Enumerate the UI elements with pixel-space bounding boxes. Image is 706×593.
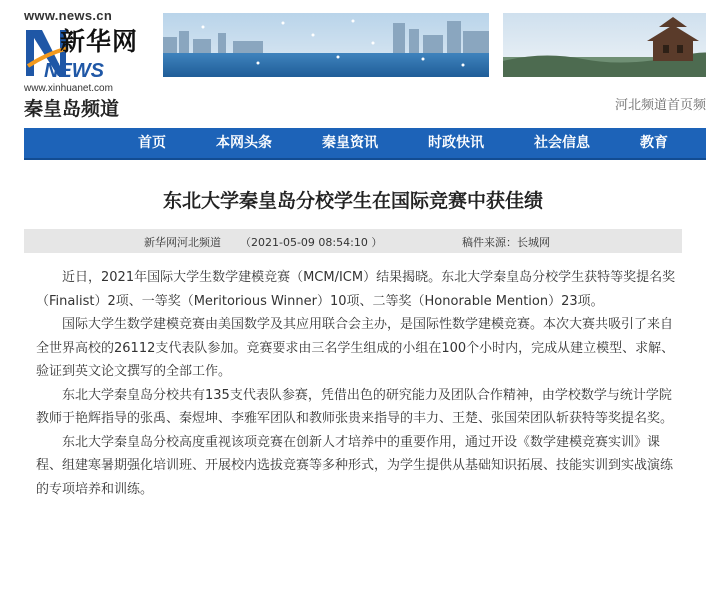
hebei-channel-link[interactable]: 河北频道首页频 — [614, 98, 706, 113]
channel-name: 秦皇岛频道 — [24, 98, 120, 120]
article-paragraph: 国际大学生数学建模竞赛由美国数学及其应用联合会主办，是国际性数学建模竞赛。本次大赛共吸引了来自全世界高校的26112支代表队参加。竞赛要求由三名学生组成的小组在100个小时内，完成从建立模型、求解、验证到英文论文撰写的全部工作。 — [36, 317, 675, 379]
nav-item-society[interactable]: 社会信息 — [534, 135, 590, 151]
nav-item-home[interactable]: 首页 — [138, 135, 166, 151]
article-date: （2021-05-09 08:54:10 ） — [240, 236, 383, 249]
article-title: 东北大学秦皇岛分校学生在国际竞赛中获佳绩 — [162, 190, 543, 212]
logo-url[interactable]: www.news.cn — [24, 8, 113, 23]
logo-xinhua[interactable]: 新华网 — [60, 27, 139, 56]
nav-item-headlines[interactable]: 本网头条 — [216, 135, 272, 151]
nav-item-education[interactable]: 教育 — [640, 135, 668, 151]
nav-item-politics[interactable]: 时政快讯 — [428, 135, 484, 151]
article-source: 新华网河北频道 — [144, 236, 221, 249]
article-paragraph: 东北大学秦皇岛分校高度重视该项竞赛在创新人才培养中的重要作用，通过开设《数学建模竞赛实训》课程、组建寒暑期强化培训班、开展校内选拔竞赛等多种形式，为学生提供从基础知识拓展、技能实训到实战演练的专项培养和训练。 — [36, 434, 674, 497]
site-header — [0, 0, 706, 128]
nav-item-qinhuang-news[interactable]: 秦皇资讯 — [322, 135, 378, 151]
header-banner-seascape — [163, 13, 489, 77]
article-origin: 稿件来源：长城网 — [462, 236, 550, 249]
article-paragraph: 近日，2021年国际大学生数学建模竞赛（MCM/ICM）结果揭晓。东北大学秦皇岛分校学生获特等奖提名奖（Finalist）2项、一等奖（Meritorious Winner）10项、二等奖（Honorable Mention）23项。 — [36, 270, 676, 309]
logo-news: NEWS — [44, 60, 104, 82]
header-banner-tower — [503, 13, 706, 77]
logo-domain: www.xinhuanet.com — [24, 83, 113, 94]
article-meta-bar — [24, 229, 682, 253]
article-paragraph: 东北大学秦皇岛分校共有135支代表队参赛，凭借出色的研究能力及团队合作精神，由学校数学与统计学院教师于艳辉指导的张禹、秦煜坤、李雅军团队和教师张贵来指导的丰力、王楚、张国荣团队斩获特等奖提名奖。 — [36, 387, 674, 426]
main-nav — [24, 128, 706, 160]
article-body — [36, 266, 676, 501]
